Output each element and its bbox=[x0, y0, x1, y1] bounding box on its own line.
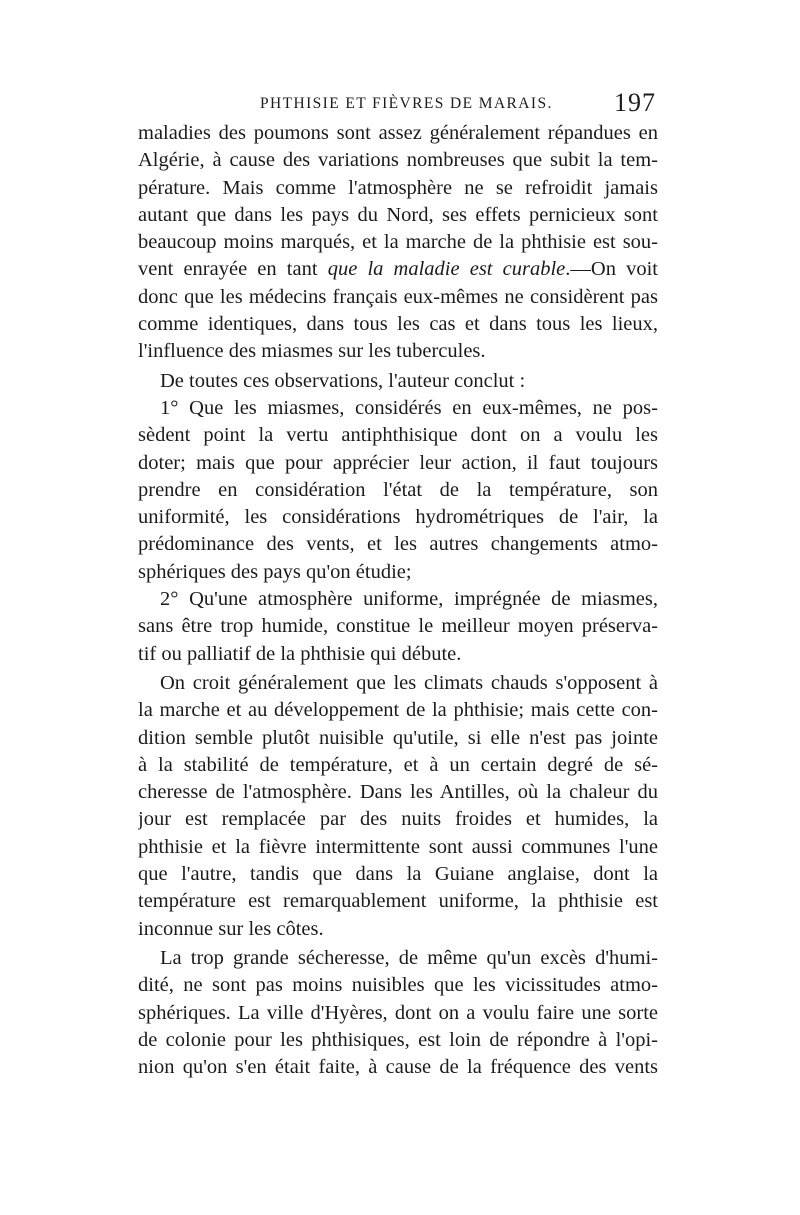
page-header bbox=[130, 88, 658, 120]
text-line: pérature. Mais comme l'atmosphère ne se refroidit jamais bbox=[138, 176, 658, 199]
text-line: La trop grande sécheresse, de même qu'un excès d'humi- bbox=[160, 946, 658, 969]
text-line: de colonie pour les phthisiques, est loin de répondre à l'opi- bbox=[138, 1028, 658, 1051]
text-line: 1° Que les miasmes, considérés en eux-mêmes, ne pos- bbox=[160, 396, 658, 419]
text-line: prédominance des vents, et les autres changements atmo- bbox=[138, 533, 658, 556]
text-line: doter; mais que pour apprécier leur action, il faut toujours bbox=[138, 451, 658, 474]
running-head: PHTHISIE ET FIÈVRES DE MARAIS. bbox=[260, 95, 553, 112]
text-segment: vent enrayée en tant bbox=[138, 258, 328, 281]
text-line: que l'autre, tandis que dans la Guiane anglaise, dont la bbox=[138, 863, 658, 886]
text-line: phthisie et la fièvre intermittente sont aussi communes l'une bbox=[138, 835, 658, 858]
body-text bbox=[138, 120, 658, 1081]
text-line: sèdent point la vertu antiphthisique dont on a voulu les bbox=[138, 424, 658, 447]
text-line: l'influence des miasmes sur les tubercules. bbox=[138, 340, 486, 363]
italic-phrase: que la maladie est curable bbox=[327, 258, 566, 281]
text-line: beaucoup moins marqués, et la marche de la phthisie est sou- bbox=[138, 231, 658, 254]
text-line: donc que les médecins français eux-mêmes ne considèrent pas bbox=[138, 285, 658, 308]
page-number: 197 bbox=[614, 88, 656, 117]
text-line: nion qu'on s'en était faite, à cause de la fréquence des vents bbox=[138, 1056, 658, 1079]
text-line: dité, ne sont pas moins nuisibles que les vicissitudes atmo- bbox=[138, 974, 658, 997]
text-line: maladies des poumons sont assez généralement répandues en bbox=[138, 122, 658, 144]
text-line: De toutes ces observations, l'auteur conclut : bbox=[160, 369, 526, 392]
text-line: uniformité, les considérations hydrométriques de l'air, la bbox=[138, 506, 658, 529]
text-line: la marche et au développement de la phthisie; mais cette con- bbox=[138, 699, 658, 722]
text-line: sans être trop humide, constitue le meilleur moyen préserva- bbox=[138, 615, 658, 638]
text-line: 2° Qu'une atmosphère uniforme, imprégnée de miasmes, bbox=[160, 588, 658, 611]
text-segment: .—On voit bbox=[565, 258, 658, 281]
text-line: prendre en considération l'état de la température, son bbox=[138, 478, 658, 501]
text-line: sphériques. La ville d'Hyères, dont on a voulu faire une sorte bbox=[138, 1001, 658, 1024]
text-line: à la stabilité de température, et à un certain degré de sé- bbox=[138, 753, 658, 776]
text-line: dition semble plutôt nuisible qu'utile, si elle n'est pas jointe bbox=[138, 726, 658, 749]
text-line: cheresse de l'atmosphère. Dans les Antilles, où la chaleur du bbox=[138, 781, 658, 804]
text-line: jour est remplacée par des nuits froides et humides, la bbox=[138, 808, 658, 831]
text-line: tif ou palliatif de la phthisie qui débute. bbox=[138, 642, 462, 665]
text-line: inconnue sur les côtes. bbox=[138, 917, 324, 940]
text-line: Algérie, à cause des variations nombreuses que subit la tem- bbox=[138, 149, 658, 172]
text-line: sphériques des pays qu'on étudie; bbox=[138, 560, 412, 583]
text-line: autant que dans les pays du Nord, ses effets pernicieux sont bbox=[138, 203, 658, 226]
text-line-mixed bbox=[138, 256, 658, 283]
text-line: comme identiques, dans tous les cas et dans tous les lieux, bbox=[138, 313, 658, 336]
text-line: On croit généralement que les climats chauds s'opposent à bbox=[160, 671, 658, 694]
text-line: température est remarquablement uniforme, la phthisie est bbox=[138, 890, 658, 913]
